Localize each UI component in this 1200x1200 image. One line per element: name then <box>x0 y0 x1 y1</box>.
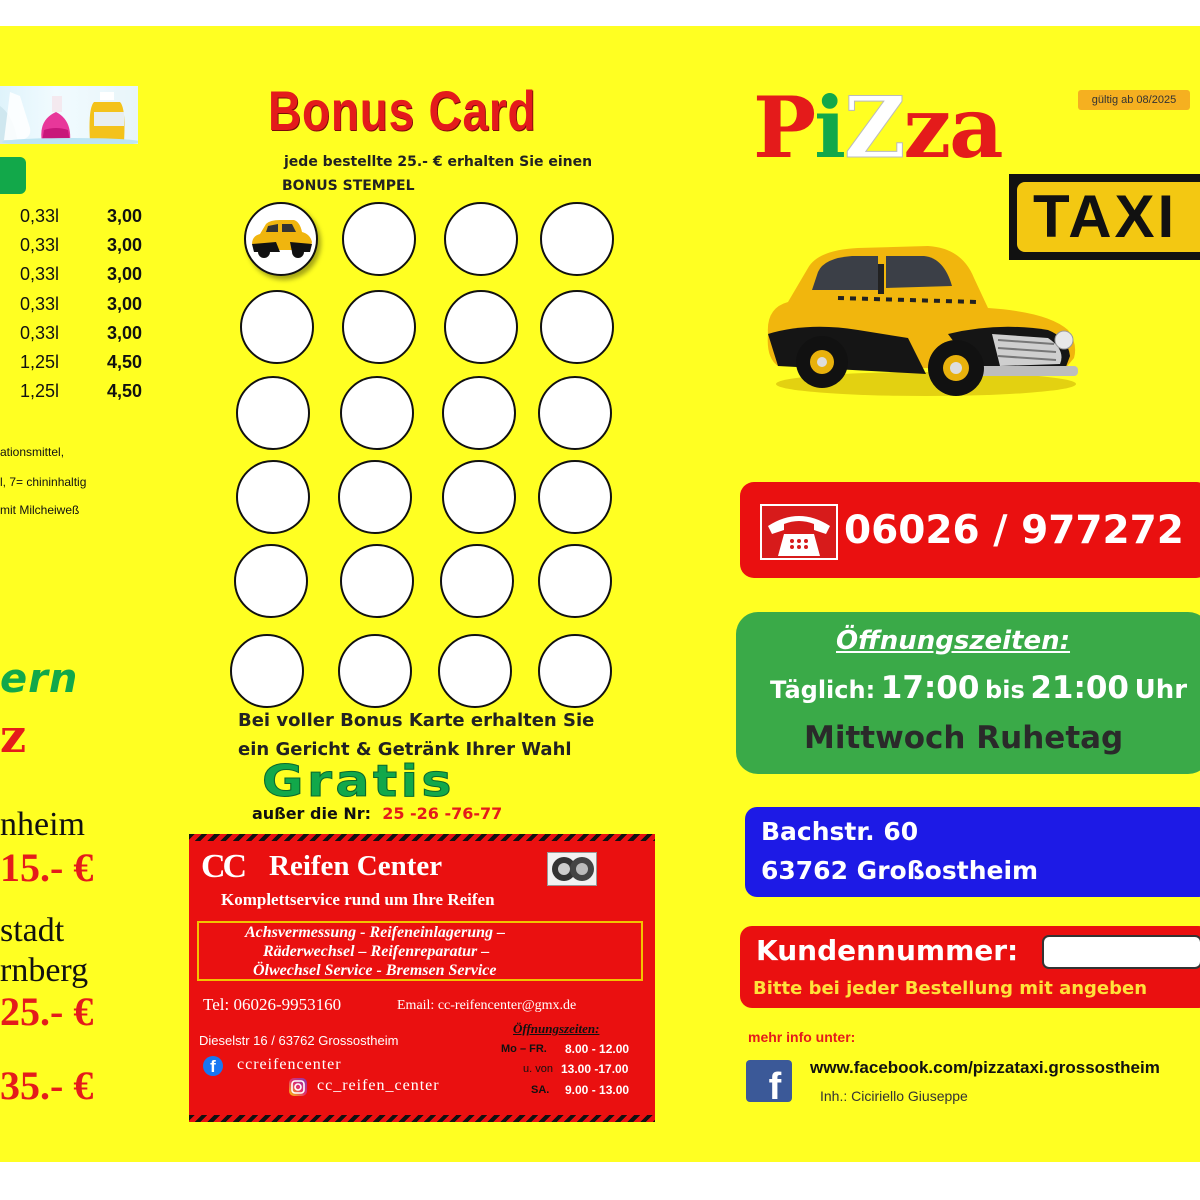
phone-number[interactable]: 06026 / 977272 <box>844 508 1184 553</box>
full-card-text: Bei voller Bonus Karte erhalten Sie <box>238 710 595 731</box>
taxi-sign-text: TAXI <box>1033 183 1178 250</box>
ad-tagline: Komplettservice rund um Ihre Reifen <box>221 890 495 909</box>
drink-volume: 0,33l <box>20 323 60 343</box>
opening-hours-box <box>736 612 1200 774</box>
pizza-logo-letter: z <box>903 78 950 177</box>
drink-price: 3,00 <box>107 206 143 226</box>
exceptions-label: außer die Nr: <box>252 804 372 823</box>
ad-email: Email: cc-reifencenter@gmx.de <box>397 998 577 1013</box>
drink-row <box>0 381 150 407</box>
ad-service: Achsvermessung - Reifeneinlagerung – <box>245 924 506 941</box>
instagram-icon[interactable] <box>289 1078 307 1096</box>
drink-volume: 1,25l <box>20 352 60 372</box>
taxi-car-image <box>748 238 1088 408</box>
bonus-stamp-empty <box>340 544 414 618</box>
pizza-logo-letter: Z <box>844 78 904 177</box>
bonus-stamp-empty <box>440 544 514 618</box>
delivery-price: 25.- € <box>0 989 94 1034</box>
bonus-stamp-empty <box>338 634 412 708</box>
bonus-stamp-empty <box>236 460 310 534</box>
bonus-stamp-empty <box>444 202 518 276</box>
ad-facebook: ccreifencenter <box>237 1056 342 1073</box>
bonus-stamp-empty <box>442 460 516 534</box>
hours-unit: Uhr <box>1134 675 1188 705</box>
bonus-stamp-empty <box>538 460 612 534</box>
facebook-icon[interactable]: f <box>203 1056 223 1076</box>
customer-number-field[interactable] <box>1042 935 1200 969</box>
ad-address: Dieselstr 16 / 63762 Grossostheim <box>199 1033 399 1048</box>
ad-hours-day: SA. <box>531 1084 550 1096</box>
ad-hours-title: Öffnungszeiten: <box>513 1021 600 1036</box>
reifen-center-ad <box>189 834 655 1122</box>
more-info-label: mehr info unter: <box>748 1029 856 1045</box>
bonus-stamp-empty <box>540 202 614 276</box>
bonus-stamp-empty <box>234 544 308 618</box>
pizza-logo <box>753 78 1002 177</box>
ad-hours-day: u. von <box>523 1063 553 1075</box>
pizza-logo-letter: P <box>753 78 815 177</box>
pizza-logo-letter: i <box>814 78 845 177</box>
bonus-stamp-empty <box>538 544 612 618</box>
drink-row <box>0 294 150 320</box>
hours-between: bis <box>985 676 1025 704</box>
ad-name: Reifen Center <box>269 850 443 882</box>
closed-day: Mittwoch Ruhetag <box>804 720 1124 756</box>
bonus-stamp-empty <box>442 376 516 450</box>
pizza-logo-letter: a <box>949 78 1002 177</box>
drink-price: 3,00 <box>107 294 143 314</box>
bonus-stamp-empty <box>342 202 416 276</box>
gratis-heading: Gratis <box>262 756 455 807</box>
exceptions <box>252 804 502 823</box>
drink-price: 3,00 <box>107 235 143 255</box>
full-card-text: ein Gericht & Getränk Ihrer Wahl <box>238 739 572 760</box>
ad-hours-day: Mo – FR. <box>501 1043 547 1055</box>
partial-heading: ern <box>0 656 79 702</box>
bonus-stamp-empty <box>338 460 412 534</box>
drinks-photo <box>0 86 138 144</box>
drink-price: 3,00 <box>107 323 143 343</box>
customer-hint: Bitte bei jeder Bestellung mit angeben <box>753 978 1148 999</box>
phone-box <box>740 482 1200 578</box>
delivery-place: stadt <box>0 912 65 949</box>
stamp-grid <box>0 26 1 27</box>
drink-volume: 0,33l <box>20 294 60 314</box>
delivery-price: 35.- € <box>0 1063 94 1108</box>
additive-note: ationsmittel, <box>0 445 65 459</box>
flyer-sheet <box>0 26 1200 1162</box>
drink-volume: 0,33l <box>20 235 60 255</box>
street: Bachstr. 60 <box>761 817 919 846</box>
valid-from-badge: gültig ab 08/2025 <box>1078 90 1190 110</box>
bonus-stamp-empty <box>538 376 612 450</box>
additive-note: mit Milcheiweß <box>0 503 80 517</box>
hours-title: Öffnungszeiten: <box>836 626 1071 656</box>
ad-hours-time: 8.00 - 12.00 <box>565 1042 630 1056</box>
bonus-subtitle: jede bestellte 25.- € erhalten Sie einen <box>284 154 593 170</box>
owner: Inh.: Ciciriello Giuseppe <box>820 1088 968 1104</box>
exceptions-numbers: 25 -26 -76-77 <box>382 804 503 823</box>
delivery-place: nheim <box>0 806 85 843</box>
hours-line <box>770 670 1187 706</box>
telephone-icon <box>760 504 838 560</box>
tread-border-top <box>189 834 655 841</box>
bonus-stamp-empty <box>438 634 512 708</box>
facebook-url[interactable]: www.facebook.com/pizzataxi.grossostheim <box>810 1058 1160 1077</box>
drink-row <box>0 235 150 261</box>
ad-logo: CC <box>201 848 245 885</box>
drink-price: 4,50 <box>107 381 143 401</box>
drink-price: 4,50 <box>107 352 143 372</box>
delivery-place: rnberg <box>0 952 89 989</box>
bonus-stamp-empty <box>444 290 518 364</box>
ad-service: Ölwechsel Service - Bremsen Service <box>253 962 497 979</box>
drink-volume: 0,33l <box>20 264 60 284</box>
bonus-stamp-filled <box>244 202 318 276</box>
bonus-stamp-empty <box>340 376 414 450</box>
drink-volume: 1,25l <box>20 381 60 401</box>
partial-mark: z <box>0 709 27 763</box>
hours-from: 17:00 <box>880 670 980 706</box>
hours-prefix: Täglich: <box>770 676 876 704</box>
city: 63762 Großostheim <box>761 856 1039 885</box>
ad-service: Räderwechsel – Reifenreparatur – <box>263 943 490 960</box>
bonus-stamp-empty <box>540 290 614 364</box>
drink-price: 3,00 <box>107 264 143 284</box>
drink-volume: 0,33l <box>20 206 60 226</box>
bonus-card-title: Bonus Card <box>268 79 537 142</box>
drink-row <box>0 352 150 378</box>
delivery-price: 15.- € <box>0 845 94 890</box>
bonus-stamp-empty <box>240 290 314 364</box>
ad-tel: Tel: 06026-9953160 <box>203 995 342 1014</box>
tread-border-bottom <box>189 1115 655 1122</box>
ad-hours-time: 13.00 -17.00 <box>561 1062 629 1076</box>
ad-hours-time: 9.00 - 13.00 <box>565 1083 630 1097</box>
bonus-stamp-empty <box>538 634 612 708</box>
bonus-stamp-empty <box>342 290 416 364</box>
customer-label: Kundennummer: <box>756 934 1019 967</box>
bonus-stamp-empty <box>236 376 310 450</box>
facebook-icon[interactable]: f <box>746 1060 792 1102</box>
drink-row <box>0 323 150 349</box>
address-box <box>745 807 1200 897</box>
drink-row <box>0 206 150 232</box>
green-tab <box>0 157 26 194</box>
drink-row <box>0 264 150 290</box>
additive-note: l, 7= chininhaltig <box>0 475 87 489</box>
wheel-icon <box>547 852 597 886</box>
bonus-stamp-empty <box>230 634 304 708</box>
ad-instagram: cc_reifen_center <box>317 1077 440 1094</box>
hours-to: 21:00 <box>1030 670 1129 706</box>
bonus-subtitle: BONUS STEMPEL <box>282 178 415 194</box>
